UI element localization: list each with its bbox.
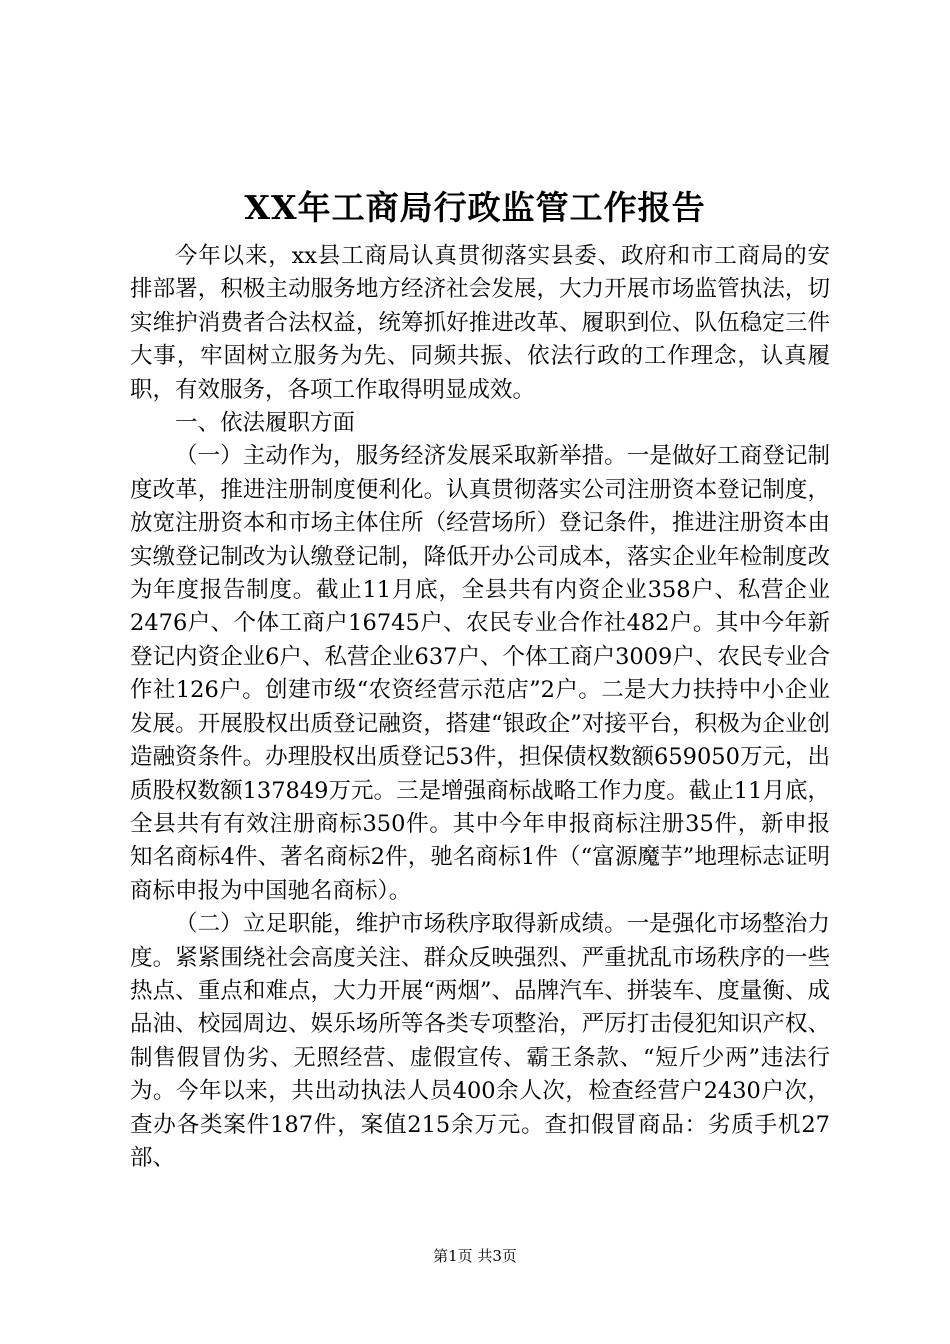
page-number-footer: 第1页 共3页 bbox=[433, 1247, 517, 1265]
document-body bbox=[130, 240, 830, 1175]
section-heading: 一、依法履职方面 bbox=[175, 410, 356, 437]
body-paragraph: （二）立足职能，维护市场秩序取得新成绩。一是强化市场整治力度。紧紧围绕社会高度关注、群众反映强烈、严重扰乱市场秩序的一些热点、重点和难点，大力开展“两烟”、品牌汽车、拼装车、度量衡、成品油、校园周边、娱乐场所等各类专项整治，严厉打击侵犯知识产权、制售假冒伪劣、无照经营、虚假宣传、霸王条款、“短斤少两”违法行为。今年以来，共出动执法人员400余人次，检查经营户2430户次，查办各类案件187件，案值215余万元。查扣假冒商品：劣质手机27部、 bbox=[130, 911, 830, 1171]
document-title: XX年工商局行政监管工作报告 bbox=[244, 188, 706, 227]
intro-paragraph: 今年以来，xx县工商局认真贯彻落实县委、政府和市工商局的安排部署，积极主动服务地方经济社会发展，大力开展市场监管执法，切实维护消费者合法权益，统筹抓好推进改革、履职到位、队伍稳定三件大事，牢固树立服务为先、同频共振、依法行政的工作理念，认真履职，有效服务，各项工作取得明显成效。 bbox=[130, 243, 830, 403]
body-paragraph: （一）主动作为，服务经济发展采取新举措。一是做好工商登记制度改革，推进注册制度便利化。认真贯彻落实公司注册资本登记制度，放宽注册资本和市场主体住所（经营场所）登记条件，推进注册资本由实缴登记制改为认缴登记制，降低开办公司成本，落实企业年检制度改为年度报告制度。截止11月底，全县共有内资企业358户、私营企业2476户、个体工商户16745户、农民专业合作社482户。其中今年新登记内资企业6户、私营企业637户、个体工商户3009户、农民专业合作社126户。创建市级“农资经营示范店”2户。二是大力扶持中小企业发展。开展股权出质登记融资，搭建“银政企”对接平台，积极为企业创造融资条件。办理股权出质登记53件，担保债权数额659050万元，出质股权数额137849万元。三是增强商标战略工作力度。截止11月底，全县共有有效注册商标350件。其中今年申报商标注册35件，新申报知名商标4件、著名商标2件，驰名商标1件（“富源魔芋”地理标志证明商标申报为中国驰名商标）。 bbox=[130, 443, 830, 904]
